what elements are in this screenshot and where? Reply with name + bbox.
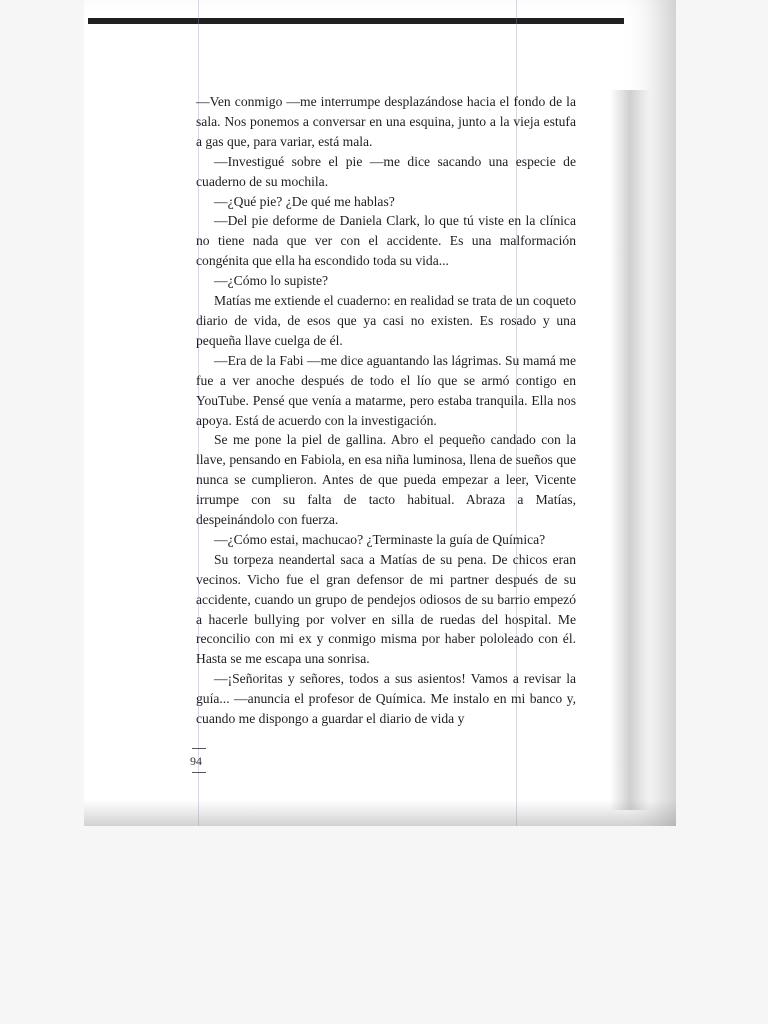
bottom-edge-shadow	[84, 800, 676, 826]
top-edge-bar	[88, 18, 624, 24]
paragraph: Matías me extiende el cuaderno: en realidad se trata de un coqueto diario de vida, de esos que ya casi no existen. Es rosado y una pequeña llave cuelga de él.	[196, 293, 576, 348]
paragraph: Se me pone la piel de gallina. Abro el pequeño candado con la llave, pensando en Fabiola, en esa niña luminosa, llena de sueños que nunca se cumplieron. Antes de que pueda empezar a leer, Vicente irrumpe con su falta de tacto habitual. Abraza a Matías, despeinándolo con fuerza.	[196, 432, 576, 528]
paragraph: —¡Señoritas y señores, todos a sus asientos! Vamos a revisar la guía... —anuncia el profesor de Química. Me instalo en mi banco y, cuando me dispongo a guardar el diario de vida y	[196, 671, 576, 727]
paragraph: —Investigué sobre el pie —me dice sacando una especie de cuaderno de su mochila.	[196, 153, 576, 189]
page-number: 94	[190, 754, 202, 768]
paragraph: —Era de la Fabi —me dice aguantando las lágrimas. Su mamá me fue a ver anoche después de todo el lío que se armó contigo en YouTube. Pensé que venía a matarme, pero estaba tranquila. Ella nos apoya. Está de acuerdo con la investigación.	[196, 352, 576, 428]
folio-rule-top	[192, 748, 206, 749]
paragraph: —¿Cómo lo supiste?	[214, 273, 329, 289]
paragraph: —Ven conmigo —me interrumpe desplazándose hacia el fondo de la sala. Nos ponemos a conversar en una esquina, junto a la vieja estufa a gas que, para variar, está mala.	[196, 94, 576, 149]
paragraph: —¿Qué pie? ¿De qué me hablas?	[214, 193, 395, 209]
paragraph: —Del pie deforme de Daniela Clark, lo que tú viste en la clínica no tiene nada que ver con el accidente. Es una malformación congénita que ella ha escondido toda su vida...	[196, 213, 576, 269]
body-text	[196, 92, 576, 729]
paragraph: —¿Cómo estai, machucao? ¿Terminaste la guía de Química?	[214, 531, 546, 547]
paragraph: Su torpeza neandertal saca a Matías de su pena. De chicos eran vecinos. Vicho fue el gran defensor de mi partner después de su accidente, cuando un grupo de pendejos odiosos de su barrio empezó a hacerle bullying por volver en silla de ruedas del hospital. Me reconcilio con mi ex y conmigo misma por haber pololeado con él. Hasta se me escapa una sonrisa.	[196, 551, 576, 667]
binding-shadow	[610, 90, 650, 810]
folio-rule-bottom	[192, 772, 206, 773]
